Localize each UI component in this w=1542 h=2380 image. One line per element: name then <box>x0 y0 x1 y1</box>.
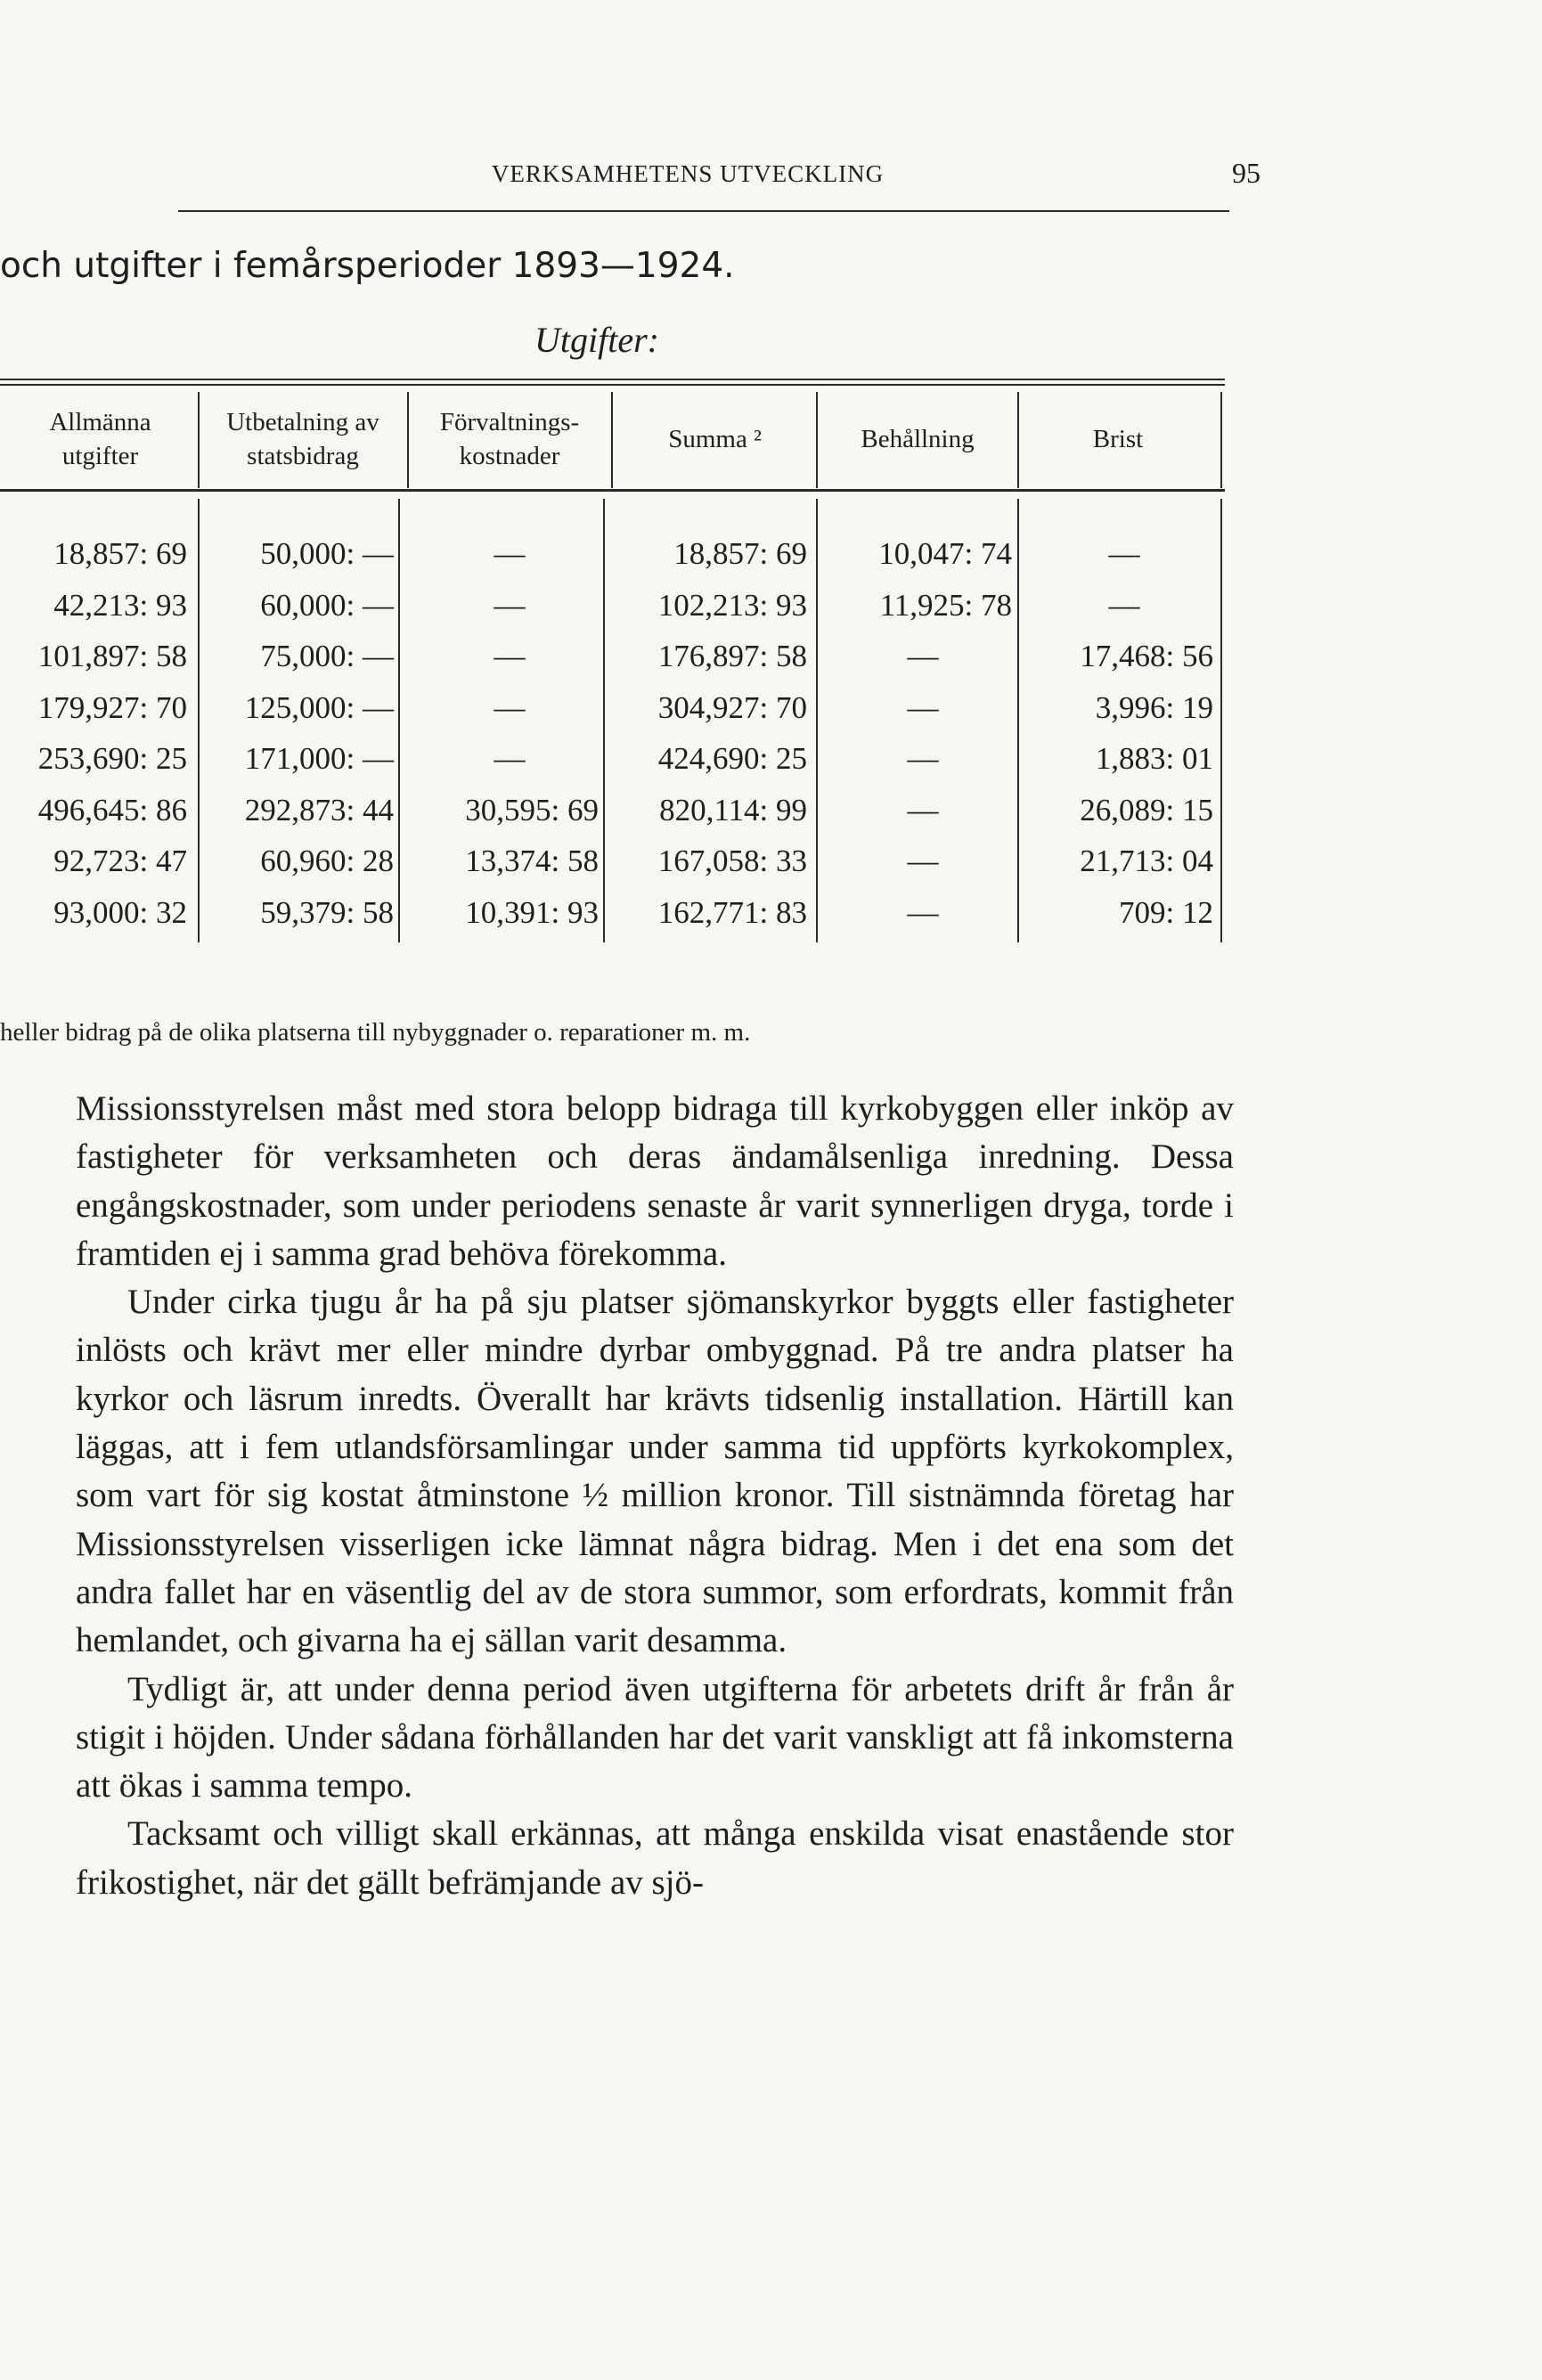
col-divider <box>1220 499 1222 942</box>
table-cell: 292,873: 44 <box>244 792 394 827</box>
table-cell: 424,690: 25 <box>657 741 807 776</box>
col-header-behallning: Behållning <box>861 424 975 453</box>
table-cell: — <box>494 587 526 623</box>
footnote: heller bidrag på de olika platserna till nybyggnader o. reparationer m. m. <box>0 1018 751 1047</box>
page-number: 95 <box>1232 157 1261 189</box>
table-cell: — <box>907 639 939 673</box>
table-cell: — <box>494 741 526 776</box>
table-cell: 709: 12 <box>1119 894 1213 930</box>
table-top-rule-2 <box>0 384 1225 386</box>
paragraph: Tydligt är, att under denna period även utgifterna för arbetets drift år från år stigit i höjden. Under sådana förhållanden har det varit vanskligt att få inkomsterna att ökas i samma tempo. <box>76 1669 1234 1805</box>
table-header-rule <box>0 489 1225 492</box>
table-cell: 26,089: 15 <box>1080 792 1213 827</box>
table-cell: 11,925: 78 <box>879 587 1012 623</box>
col-header-statsbidrag: Utbetalning av statsbidrag <box>226 407 379 470</box>
col-divider <box>198 392 200 488</box>
running-head: VERKSAMHETENS UTVECKLING <box>491 160 885 187</box>
body-text <box>76 1085 1234 1907</box>
table-cell: 18,857: 69 <box>673 536 807 571</box>
table-cell: 162,771: 83 <box>657 894 807 930</box>
table-cell: — <box>907 792 939 827</box>
table-cell: 60,000: — <box>260 587 394 623</box>
table-cell: 92,723: 47 <box>53 844 187 878</box>
table-cell: 820,114: 99 <box>659 792 807 827</box>
table-cell: — <box>907 689 939 725</box>
table-cell: — <box>494 536 526 571</box>
table-cell: 18,857: 69 <box>53 536 187 571</box>
col-divider <box>816 392 818 488</box>
table-cell: 304,927: 70 <box>657 689 807 725</box>
table-cell: 75,000: — <box>260 639 394 673</box>
col-header-forvaltning: Förvaltnings-kostnader <box>439 407 580 470</box>
col-divider <box>1017 392 1019 488</box>
header-rule <box>178 210 1229 212</box>
table-cell: 167,058: 33 <box>657 844 807 878</box>
col-divider <box>407 392 409 488</box>
table-cell: 21,713: 04 <box>1080 844 1213 878</box>
table-subtitle: Utgifter: <box>534 320 659 360</box>
table-cell: — <box>907 844 939 878</box>
col-header-brist: Brist <box>1092 424 1144 453</box>
table-cell: 176,897: 58 <box>657 639 807 673</box>
table-cell: 30,595: 69 <box>465 792 599 827</box>
table-cell: — <box>1108 587 1140 623</box>
table-cell: 10,391: 93 <box>465 894 599 930</box>
col-header-summa: Summa ² <box>668 424 762 453</box>
table-cell: 10,047: 74 <box>878 536 1012 571</box>
table-caption: och utgifter i femårsperioder 1893—1924. <box>0 246 735 286</box>
table-cell: 93,000: 32 <box>53 894 187 930</box>
table-cell: 13,374: 58 <box>465 844 599 878</box>
table-cell: 125,000: — <box>244 689 394 725</box>
table-cell: 171,000: — <box>244 741 394 776</box>
paragraph: Missionsstyrelsen måst med stora belopp bidraga till kyrkobyggen eller inköp av fastigheter för verksamheten och deras ändamålsenliga inredning. Dessa engångskostnader, som under periodens senaste år varit synnerligen dryga, torde i framtiden ej i samma grad behöva förekomma. <box>76 1089 1234 1273</box>
table-cell: 102,213: 93 <box>657 587 807 623</box>
col-divider <box>1220 392 1222 488</box>
col-header-allmanna: Allmänna utgifter <box>49 407 151 470</box>
table-cell: 42,213: 93 <box>53 587 187 623</box>
table-cell: — <box>494 689 526 725</box>
table-cell: 3,996: 19 <box>1095 689 1213 725</box>
table-cell: 179,927: 70 <box>37 689 187 725</box>
table-cell: — <box>1108 536 1140 571</box>
table-cell: — <box>907 894 939 930</box>
col-divider <box>611 392 613 488</box>
table-cell: 59,379: 58 <box>260 894 394 930</box>
table-cell: — <box>494 639 526 673</box>
table-cell: 50,000: — <box>260 536 394 571</box>
paragraph: Under cirka tjugu år ha på sju platser sjömanskyrkor byggts eller fastigheter inlösts och krävt mer eller mindre dyrbar ombyggnad. På tre andra platser ha kyrkor och läsrum inredts. Överallt har krävts tidsenlig installation. Härtill kan läggas, att i fem utlandsförsamlingar under samma tid uppförts kyrkokomplex, som vart för sig kostat åtminstone ½ million kronor. Till sistnämnda företag har Missionsstyrelsen visserligen icke lämnat några bidrag. Men i det ena som det andra fallet har en väsentlig del av de stora summor, som erfordrats, kommit från hemlandet, och givarna ha ej sällan varit desamma. <box>76 1283 1234 1660</box>
table-cell: 253,690: 25 <box>37 741 187 776</box>
table-cell: 17,468: 56 <box>1080 639 1213 673</box>
paragraph: Tacksamt och villigt skall erkännas, att många enskilda visat enastående stor frikostighet, när det gällt befrämjande av sjö- <box>76 1814 1234 1902</box>
table-cell: 1,883: 01 <box>1095 741 1213 776</box>
table-cell: — <box>907 741 939 776</box>
table-cell: 60,960: 28 <box>260 844 394 878</box>
table-cell: 496,645: 86 <box>37 792 187 827</box>
table-top-rule <box>0 379 1225 380</box>
table-cell: 101,897: 58 <box>37 639 187 673</box>
